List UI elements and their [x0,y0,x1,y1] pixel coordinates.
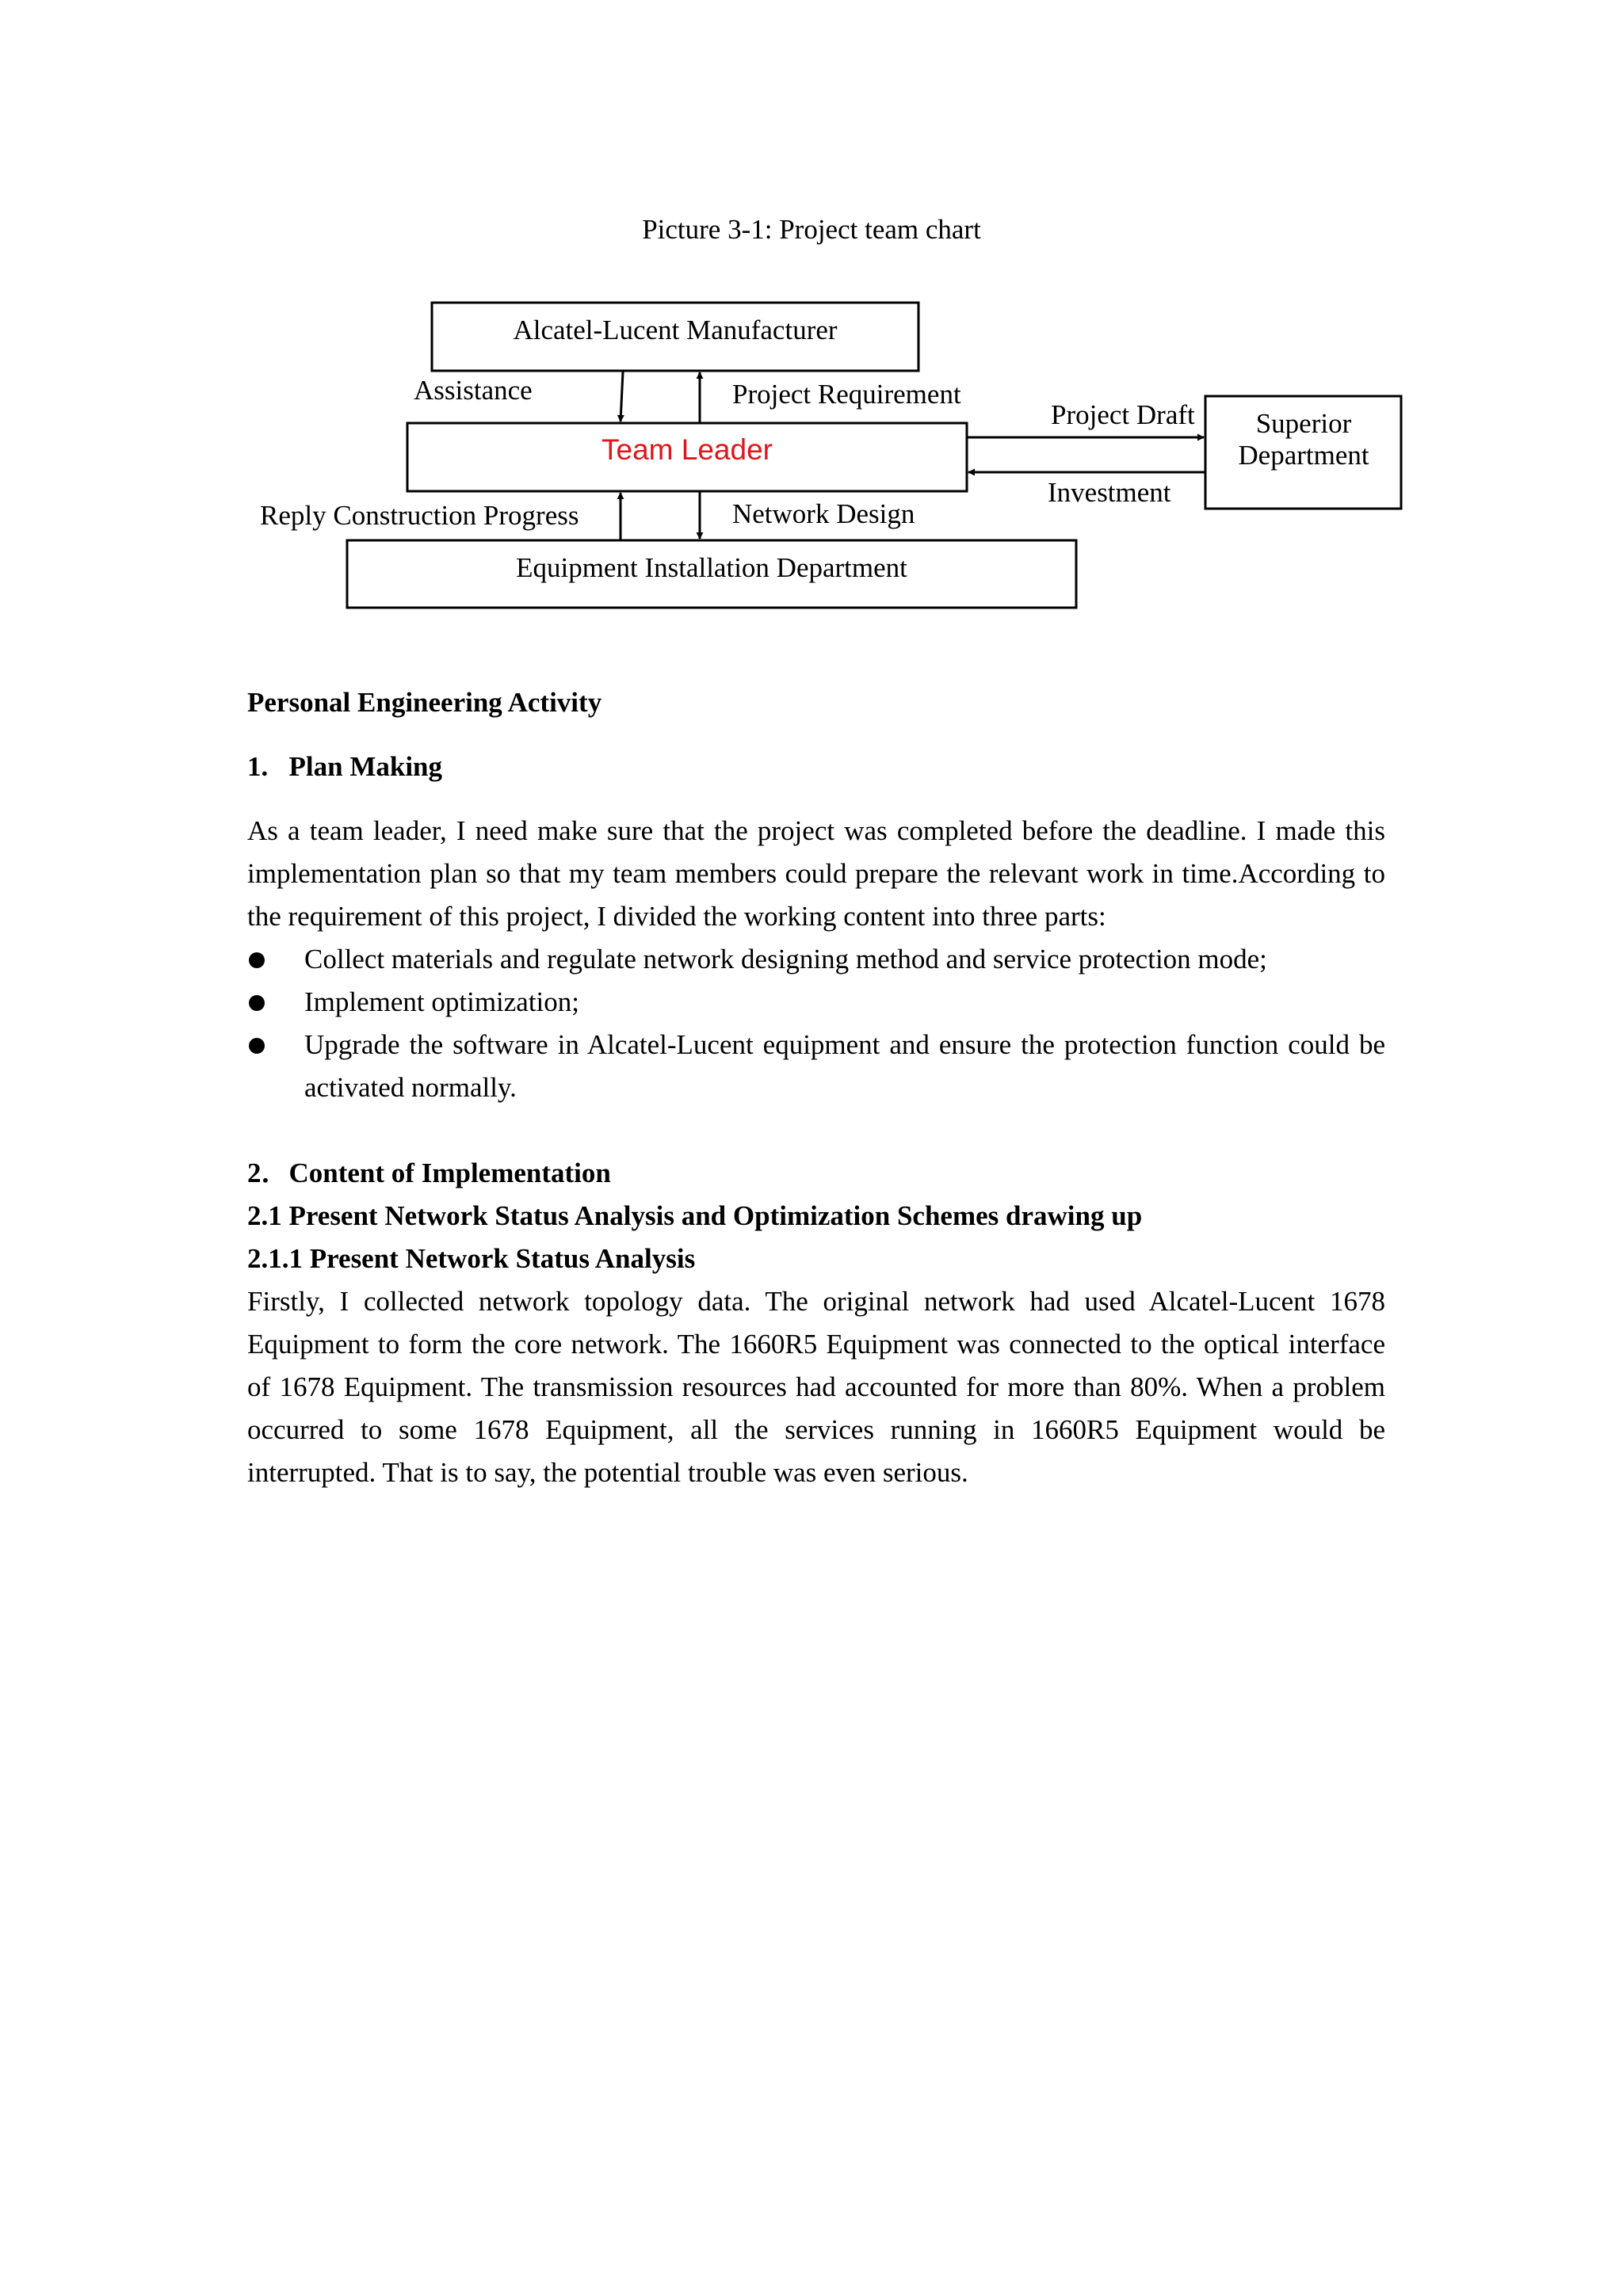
project-draft-label: Project Draft [1051,399,1195,430]
section-title: Personal Engineering Activity [247,687,602,718]
superior-label-line1: Superior [1255,408,1352,439]
work-content-list [247,938,1385,1109]
equipment-department-label: Equipment Installation Department [516,552,907,583]
list-item-text: Implement optimization; [304,986,580,1017]
subsubsection-heading: 2.1.1 Present Network Status Analysis [247,1243,696,1274]
list-item [247,1024,1385,1109]
manufacturer-label: Alcatel-Lucent Manufacturer [513,315,838,345]
project-team-chart [0,0,1623,634]
analysis-paragraph: Firstly, I collected network topology data. The original network had used Alcatel-Lucent 1678 Equipment to form the core network. The 1660R5 Equipment was connected to the optical interface of 1678 Equipment. The transmission resources had accounted for more than 80%. When a problem occurred to some 1678 Equipment, all the services running in 1660R5 Equipment would be interrupted. That is to say, the potential trouble was even serious. [247,1286,1385,1488]
document-body [247,681,1385,1494]
list-item-text: Upgrade the software in Alcatel-Lucent equipment and ensure the protection function could be activated normally. [304,1029,1385,1103]
list-item [247,938,1385,981]
content-heading: 2．Content of Implementation [247,1158,611,1188]
superior-label-line2: Department [1238,440,1369,471]
plan-making-heading: 1. Plan Making [247,751,443,782]
project-requirement-label: Project Requirement [732,379,961,410]
bullet-icon [249,952,265,968]
list-item [247,981,1385,1024]
list-item-text: Collect materials and regulate network designing method and service protection mode; [304,944,1267,974]
reply-progress-label: Reply Construction Progress [260,500,579,531]
assistance-arrow [621,372,623,421]
intro-paragraph: As a team leader, I need make sure that the project was completed before the deadline. I made this implementation plan so that my team members could prepare the relevant work in time.According to the requirement of this project, I divided the working content into three parts: [247,815,1385,932]
assistance-label: Assistance [414,375,533,406]
network-design-label: Network Design [732,498,915,529]
bullet-icon [249,995,265,1011]
investment-label: Investment [1048,477,1171,508]
bullet-icon [249,1038,265,1054]
figure-caption: Picture 3-1: Project team chart [642,214,981,245]
team-leader-label: Team Leader [601,433,773,466]
subsection-heading: 2.1 Present Network Status Analysis and Optimization Schemes drawing up [247,1200,1143,1231]
